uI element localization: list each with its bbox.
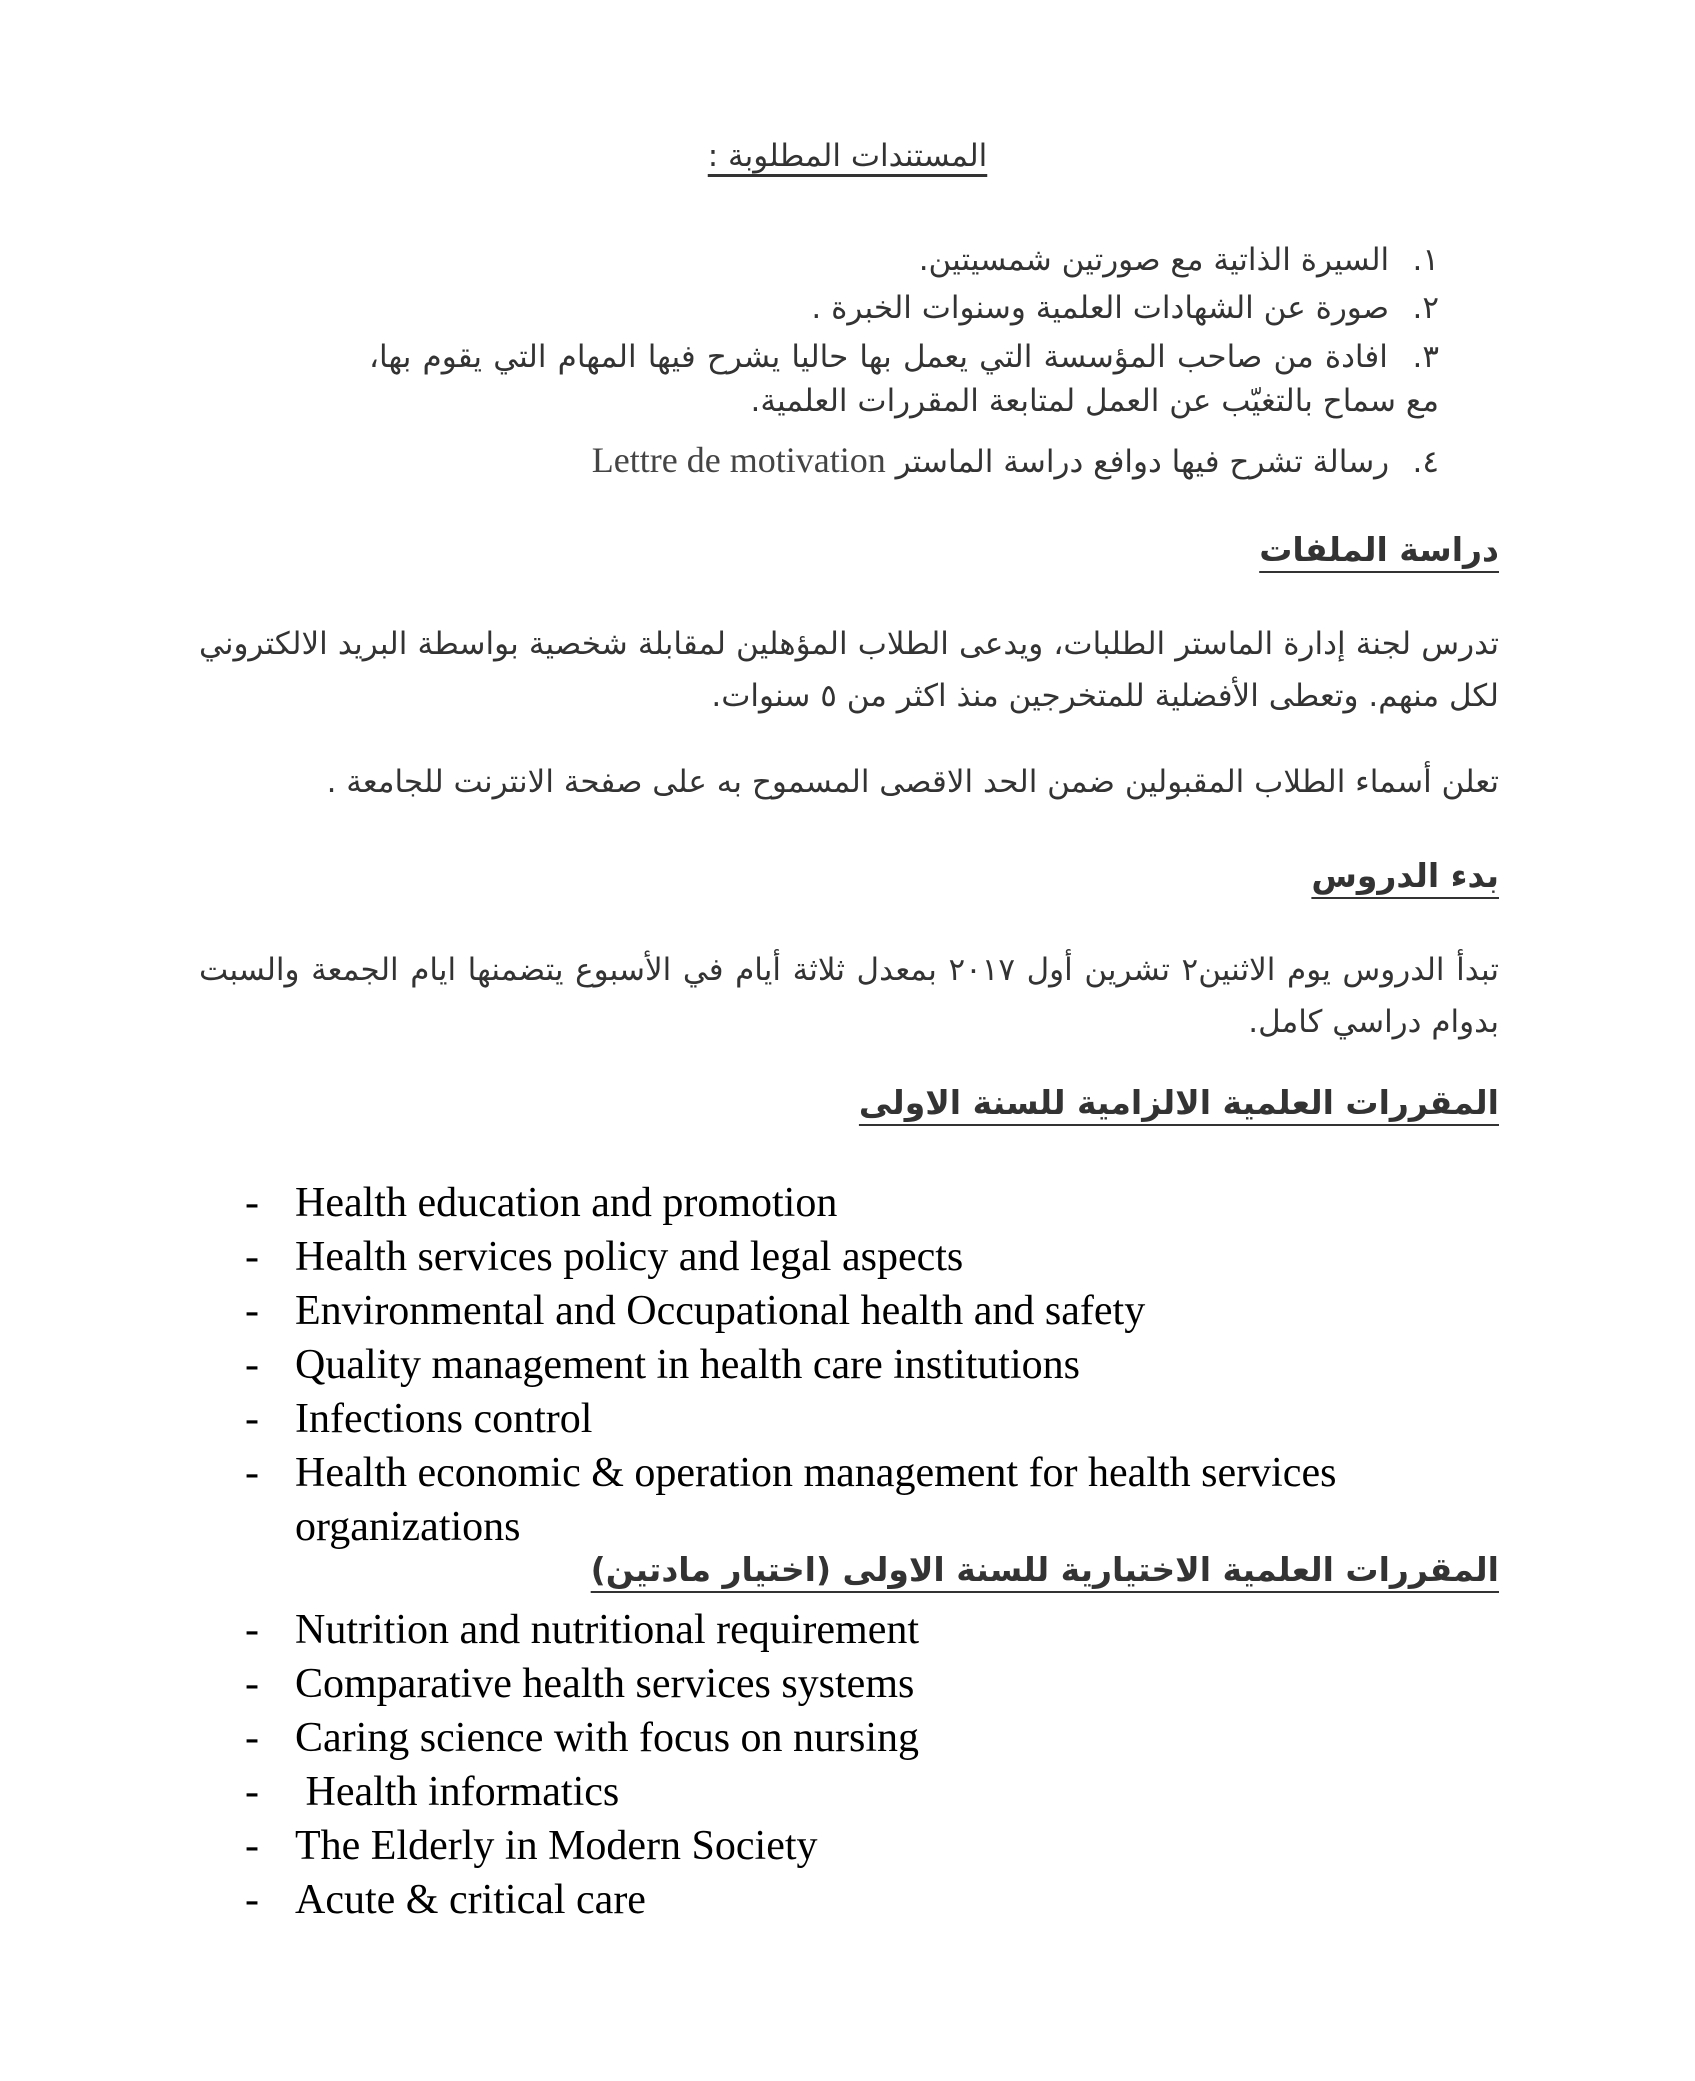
course-item (245, 1446, 1495, 1554)
compulsory-courses-list (245, 1176, 1495, 1554)
bullet-dash: - (245, 1877, 259, 1923)
required-document-item (369, 335, 1439, 423)
item-number: ١. (1412, 242, 1439, 278)
course-item (245, 1284, 1495, 1338)
required-document-item (239, 286, 1439, 330)
classes-start-paragraph: تبدأ الدروس يوم الاثنين٢ تشرين أول ٢٠١٧ بمعدل ثلاثة أيام في الأسبوع يتضمنها ايام الجمعة والسبت بدوام دراسي كامل. (199, 952, 1499, 1040)
course-name: Infections control (295, 1396, 593, 1442)
course-name: Health education and promotion (295, 1180, 838, 1226)
files-study-heading: دراسة الملفات (1259, 530, 1499, 569)
item-number: ٣. (1412, 339, 1439, 375)
course-item (245, 1765, 1495, 1819)
bullet-dash: - (245, 1607, 259, 1653)
bullet-dash: - (245, 1450, 259, 1496)
course-item (245, 1338, 1495, 1392)
bullet-dash: - (245, 1180, 259, 1226)
course-name: Acute & critical care (295, 1877, 646, 1923)
bullet-dash: - (245, 1823, 259, 1869)
classes-start-heading: بدء الدروس (1311, 856, 1499, 895)
course-name: Comparative health services systems (295, 1661, 915, 1707)
course-item (245, 1711, 1495, 1765)
bullet-dash: - (245, 1234, 259, 1280)
files-study-paragraph: تدرس لجنة إدارة الماستر الطلبات، ويدعى الطلاب المؤهلين لمقابلة شخصية بواسطة البريد الالكتروني لكل منهم. وتعطى الأفضلية للمتخرجين منذ اكثر من ٥ سنوات. (199, 626, 1499, 714)
course-item (245, 1230, 1495, 1284)
course-item (245, 1657, 1495, 1711)
bullet-dash: - (245, 1396, 259, 1442)
bullet-dash: - (245, 1342, 259, 1388)
page-title: المستندات المطلوبة : (707, 138, 988, 174)
course-name: Caring science with focus on nursing (295, 1715, 920, 1761)
item-number: ٢. (1412, 290, 1439, 326)
required-document-item (239, 238, 1439, 282)
item-text: السيرة الذاتية مع صورتين شمسيتين. (918, 242, 1390, 278)
course-name: Health informatics (295, 1769, 620, 1815)
files-study-paragraph: تعلن أسماء الطلاب المقبولين ضمن الحد الاقصى المسموح به على صفحة الانترنت للجامعة . (326, 764, 1499, 800)
course-name: Health economic & operation management for health services organizations (295, 1450, 1337, 1550)
compulsory-courses-heading: المقررات العلمية الالزامية للسنة الاولى (858, 1083, 1499, 1122)
bullet-dash: - (245, 1288, 259, 1334)
course-item (245, 1819, 1495, 1873)
course-name: The Elderly in Modern Society (295, 1823, 818, 1869)
item-text: صورة عن الشهادات العلمية وسنوات الخبرة . (811, 290, 1390, 326)
required-document-item (239, 438, 1439, 484)
elective-courses-heading: المقررات العلمية الاختيارية للسنة الاولى (اختيار مادتين) (590, 1550, 1499, 1589)
item-text: رسالة تشرح فيها دوافع دراسة الماستر (895, 444, 1390, 480)
course-item (245, 1873, 1495, 1927)
bullet-dash: - (245, 1769, 259, 1815)
elective-courses-list (245, 1603, 1495, 1927)
course-name: Environmental and Occupational health and safety (295, 1288, 1146, 1334)
bullet-dash: - (245, 1661, 259, 1707)
course-item (245, 1603, 1495, 1657)
course-name: Quality management in health care institutions (295, 1342, 1080, 1388)
bullet-dash: - (245, 1715, 259, 1761)
course-name: Health services policy and legal aspects (295, 1234, 964, 1280)
course-name: Nutrition and nutritional requirement (295, 1607, 920, 1653)
item-number: ٤. (1412, 444, 1439, 480)
item-latin-text: Lettre de motivation (591, 440, 886, 480)
item-text: افادة من صاحب المؤسسة التي يعمل بها حاليا يشرح فيها المهام التي يقوم بها، مع سماح بالتغيّب عن العمل لمتابعة المقررات العلمية. (369, 339, 1439, 419)
course-item (245, 1176, 1495, 1230)
course-item (245, 1392, 1495, 1446)
